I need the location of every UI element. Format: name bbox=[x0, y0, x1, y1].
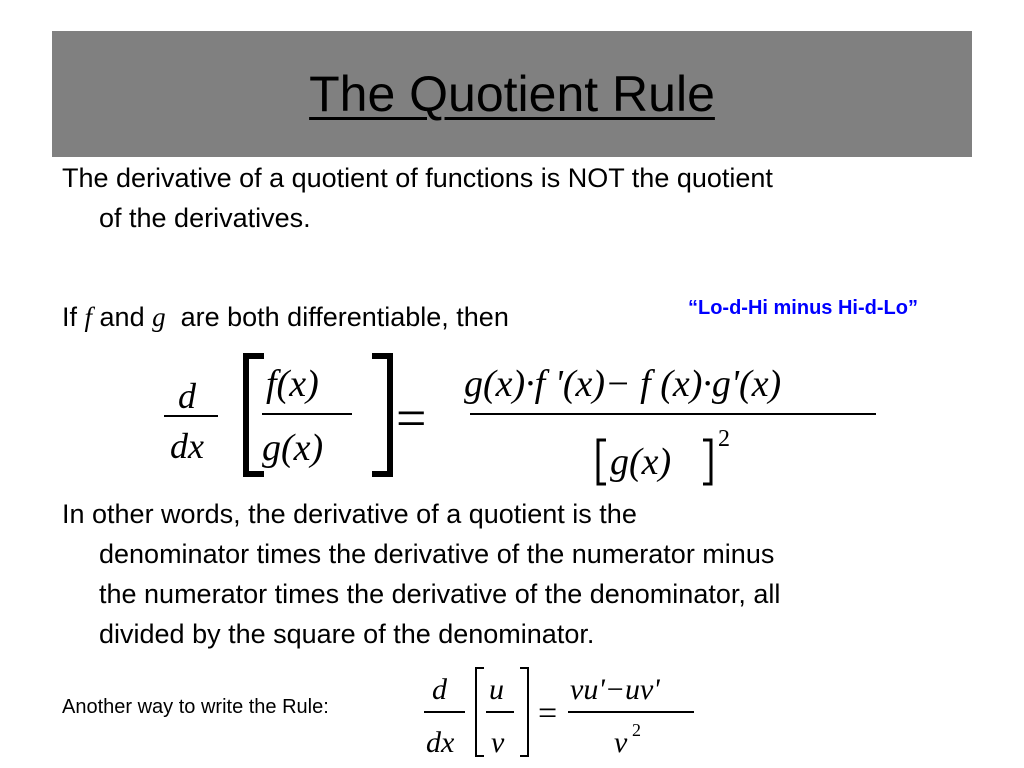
f1-lhs-num: f(x) bbox=[266, 363, 319, 405]
explanation-line-4: divided by the square of the denominator. bbox=[99, 619, 595, 649]
f1-d: d bbox=[178, 376, 196, 416]
f1-right-bracket bbox=[372, 356, 390, 474]
f2-v: v bbox=[491, 726, 505, 759]
explanation-line-2: denominator times the derivative of the numerator minus bbox=[99, 539, 775, 569]
f1-equals: = bbox=[396, 388, 427, 448]
f1-den-left-bracket bbox=[598, 440, 606, 484]
intro-line-2: of the derivatives. bbox=[99, 203, 311, 233]
f2-d: d bbox=[432, 673, 447, 706]
explanation-line-1: In other words, the derivative of a quotient is the bbox=[62, 499, 637, 529]
slide-title: The Quotient Rule bbox=[309, 66, 715, 122]
f2-rhs-num: vu'−uv' bbox=[570, 673, 660, 706]
f2-equals: = bbox=[538, 695, 558, 732]
f2-right-bracket bbox=[520, 668, 528, 756]
f2-u: u bbox=[489, 673, 504, 706]
f2-left-bracket bbox=[476, 668, 484, 756]
f2-dx: dx bbox=[426, 726, 455, 759]
condition-and: and bbox=[92, 302, 153, 332]
intro-line-1: The derivative of a quotient of functions is NOT the quotient bbox=[62, 163, 773, 193]
condition-if: If bbox=[62, 302, 85, 332]
f1-exponent: 2 bbox=[718, 426, 730, 452]
another-way-label: Another way to write the Rule: bbox=[62, 696, 329, 718]
condition-suffix: are both differentiable, then bbox=[165, 302, 509, 332]
f1-dx: dx bbox=[170, 426, 204, 466]
f1-lhs-den: g(x) bbox=[262, 427, 324, 469]
condition-f: f bbox=[84, 302, 93, 332]
f2-exponent: 2 bbox=[632, 720, 641, 740]
f1-den-right-bracket bbox=[703, 440, 711, 484]
f2-rhs-den: v bbox=[614, 726, 628, 759]
f1-rhs-den: g(x) bbox=[610, 441, 672, 483]
explanation-paragraph bbox=[62, 494, 982, 654]
mnemonic-note: “Lo-d-Hi minus Hi-d-Lo” bbox=[688, 297, 918, 319]
condition-g: g bbox=[152, 302, 166, 332]
explanation-line-3: the numerator times the derivative of the denominator, all bbox=[99, 579, 781, 609]
f1-rhs-num: g(x)·f '(x)− f (x)·g'(x) bbox=[464, 363, 782, 405]
